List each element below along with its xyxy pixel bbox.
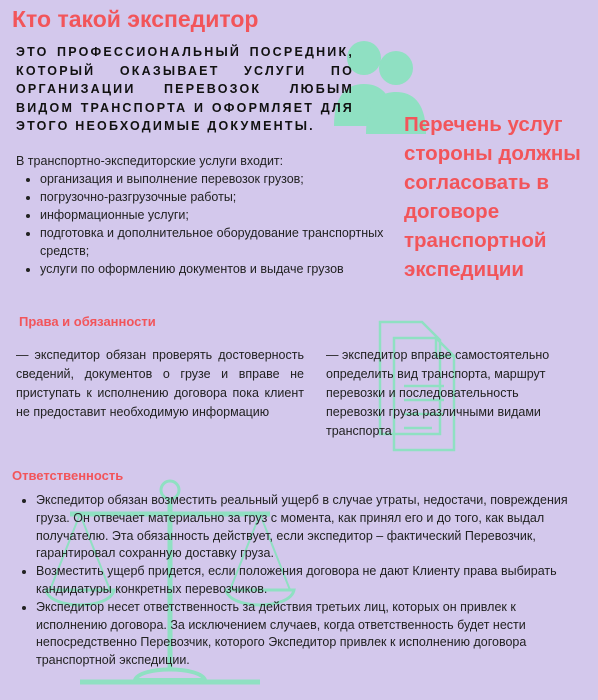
- list-item: • Возместить ущерб придется, если положения договора не дают Клиенту права выбирать кандидатуры конкретных перевозчиков.: [36, 563, 584, 599]
- responsibility-list: [16, 492, 584, 670]
- services-block: [16, 152, 396, 278]
- list-item: • организация и выполнение перевозок грузов;: [40, 170, 396, 188]
- list-item: • услуги по оформлению документов и выдаче грузов: [40, 260, 396, 278]
- responsibility-block: [16, 492, 584, 670]
- list-item: • Экспедитор обязан возместить реальный ущерб в случае утраты, недостачи, повреждения груза. Он отвечает материально за груз с момента, как принял его и до того, как выдал получателю. Эта обязанность действует, если экспедитор – фактический Перевозчик, гарантировал сохранную доставку груза.: [36, 492, 584, 563]
- intro-definition: ЭТО ПРОФЕССИОНАЛЬНЫЙ ПОСРЕДНИК, КОТОРЫЙ ОКАЗЫВАЕТ УСЛУГИ ПО ОРГАНИЗАЦИИ ПЕРЕВОЗОК ЛЮБЫМ ВИДОМ ТРАНСПОРТА И ОФОРМЛЯЕТ ДЛЯ ЭТОГО НЕОБХОДИМЫЕ ДОКУМЕНТЫ.: [16, 45, 354, 133]
- services-list: [16, 170, 396, 278]
- rights-right-text: — экспедитор вправе самостоятельно определить вид транспорта, маршрут перевозки и последовательность перевозки груза различными видами транспорта: [326, 348, 550, 438]
- list-item: • информационные услуги;: [40, 206, 396, 224]
- rights-duty-text: — экспедитор обязан проверять достоверность сведений, документов о грузе и вправе не приступать к исполнению договора пока клиент не предоставит необходимую информацию: [16, 348, 304, 419]
- list-item: • Экспедитор несет ответственность за действия третьих лиц, которых он привлек к исполнению договора. За исключением случаев, когда ответственность будет нести непосредственно Перевозчик, которого Экспедитор привлек к исполнению договора транспортной экспедиции.: [36, 599, 584, 670]
- side-heading: Перечень услуг стороны должны согласовать в договоре транспортной экспедиции: [404, 113, 581, 281]
- responsibility-heading: Ответственность: [12, 468, 124, 483]
- page-title: Кто такой экспедитор: [12, 6, 259, 32]
- list-item: • погрузочно-разгрузочные работы;: [40, 188, 396, 206]
- services-lead: В транспортно-экспедиторские услуги входит:: [16, 154, 284, 168]
- list-item: • подготовка и дополнительное оборудование транспортных средств;: [40, 224, 396, 260]
- rights-heading: Права и обязанности: [19, 314, 156, 329]
